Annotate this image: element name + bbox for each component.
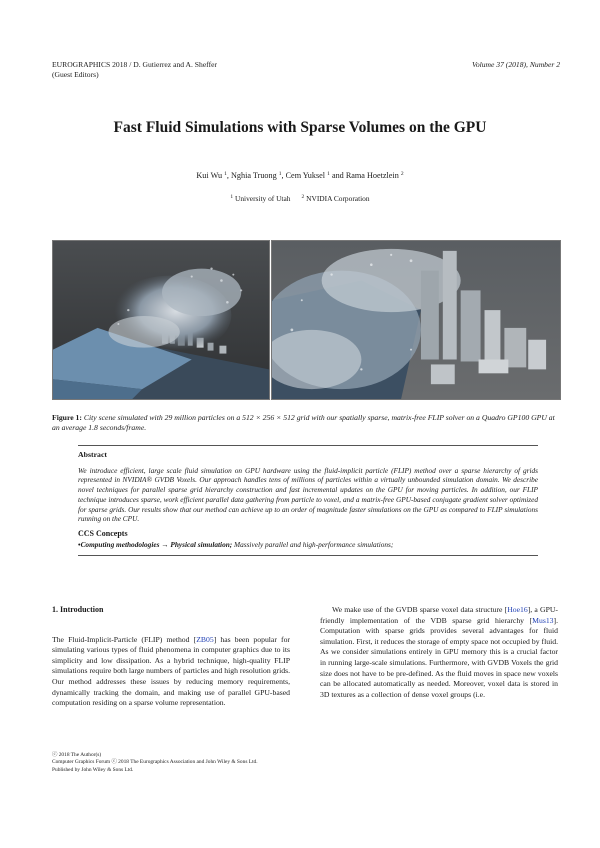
- city-splash-render-left: [53, 241, 269, 399]
- ccs-concepts: [78, 540, 538, 550]
- affiliation-list: [0, 194, 600, 203]
- text-run: We make use of the GVDB sparse voxel data structure [: [332, 605, 508, 614]
- text-run: ]. Computation with sparse grids provides several advantages for fluid simulation. First, it reduces the storage of empty space not occupied by fluid. As we consider simulations entirely in GPU memory this is a crucial factor in running large-scale simulations. Furthermore, with GVDB Voxels the grid size does not have to be pre-defined. As the fluid moves in space new voxels can be allocated automatically as needed. Moreover, voxel data is stored in 3D textures as a collection of dense voxel groups (i.e.: [320, 615, 558, 699]
- publisher-line: Computer Graphics Forum ⓒ 2018 The Eurographics Association and John Wiley & Sons Ltd. Published by John Wiley & Sons Ltd.: [52, 759, 258, 773]
- citation-link[interactable]: Hoe16: [507, 605, 528, 614]
- volume-line: Volume 37 (2018), Number 2: [472, 60, 560, 69]
- running-header-left: [52, 60, 217, 79]
- intro-paragraph-1: [52, 635, 290, 709]
- copyright-line: ⓒ 2018 The Author(s): [52, 752, 102, 758]
- ccs-category-1: Computing methodologies: [80, 539, 160, 549]
- affiliation: University of Utah: [235, 194, 291, 203]
- abstract-text: We introduce efficient, large scale fluid simulation on GPU hardware using the fluid-implicit particle (FLIP) method over a sparse hierarchy of grids represented in NVIDIA® GVDB Voxels. Our approach handles tens of millions of particles within a virtually unbounded simulation domain. We describe novel techniques for parallel sparse grid hierarchy construction and fast incremental updates on the GPU for moving particles. In addition, our FLIP technique introduces sparse, work efficient parallel data gathering from particle to voxel, and a matrix-free GPU-based conjugate gradient solver optimized for sparse grids. Our results show that our method can achieve up to an order of magnitude faster simulations on the GPU as compared to FLIP simulations running on the CPU.: [78, 465, 538, 524]
- text-run: ], a GPU-friendly implementation of the VDB sparse grid hierarchy [: [320, 605, 558, 625]
- ccs-rest: Massively parallel and high-performance simulations;: [234, 539, 394, 549]
- author-affil-mark: 1: [278, 171, 282, 177]
- author: Kui Wu: [196, 171, 223, 180]
- figure-caption: [52, 413, 560, 433]
- intro-paragraph-2: [320, 605, 558, 700]
- author: Rama Hoetzlein: [345, 171, 399, 180]
- column-right: [320, 605, 558, 700]
- city-splash-render-right: [272, 241, 560, 399]
- copyright-footnote: [52, 752, 272, 774]
- author-affil-mark: 1: [327, 171, 330, 177]
- teaser-image-left: [52, 240, 270, 400]
- abstract-section: [78, 445, 538, 556]
- ccs-heading: CCS Concepts: [78, 528, 128, 538]
- citation-link[interactable]: ZB05: [196, 634, 214, 644]
- affiliation: NVIDIA Corporation: [306, 194, 370, 203]
- author-list: Kui Wu $^1$, Nghia Truong $^1$, Cem Yuksel $^1$ and Rama Hoetzlein $^2$: [196, 171, 404, 180]
- text-run: ] has been popular for simulating various types of fluid phenomena in computer graphics due to its simplicity and low dissipation. As a hybrid technique, high-quality FLIP simulations require both large numbers of particles and high resolution grids. Our method addresses these issues by reducing memory requirements, dynamically tracking the domain, and making use of parallel GPU-based computation residing on a sparse volume representation.: [52, 634, 290, 708]
- column-left: [52, 605, 290, 709]
- author-affil-mark: 2: [400, 171, 404, 177]
- ccs-category-2: Physical simulation;: [170, 539, 233, 549]
- abstract-heading: Abstract: [78, 450, 108, 459]
- author-affil-mark: 1: [224, 171, 227, 177]
- ccs-arrow: →: [161, 539, 169, 549]
- author: Nghia Truong: [230, 171, 277, 180]
- paper-title: Fast Fluid Simulations with Sparse Volumes on the GPU: [113, 119, 487, 136]
- affil-mark: 2: [301, 194, 305, 200]
- figure-caption-text: City scene simulated with 29 million particles on a 512 × 256 × 512 grid with our spatially sparse, matrix-free FLIP solver on a Quadro GP100 GPU at an average 1.8 seconds/frame.: [52, 413, 555, 432]
- abstract-top-rule: [78, 445, 538, 446]
- figure-label: Figure 1:: [52, 413, 82, 422]
- text-run: The Fluid-Implicit-Particle (FLIP) method [: [52, 634, 197, 644]
- ccs-bullet: •: [78, 539, 81, 549]
- conference-line: EUROGRAPHICS 2018 / D. Gutierrez and A. Sheffer: [52, 60, 218, 69]
- affil-mark: 1: [230, 194, 234, 200]
- abstract-bottom-rule: [78, 555, 538, 556]
- editors-line: (Guest Editors): [52, 69, 99, 79]
- author: Cem Yuksel: [285, 171, 326, 180]
- teaser-image-right: [271, 240, 561, 400]
- section-heading-introduction: 1. Introduction: [52, 605, 104, 614]
- citation-link[interactable]: Mus13: [532, 615, 554, 625]
